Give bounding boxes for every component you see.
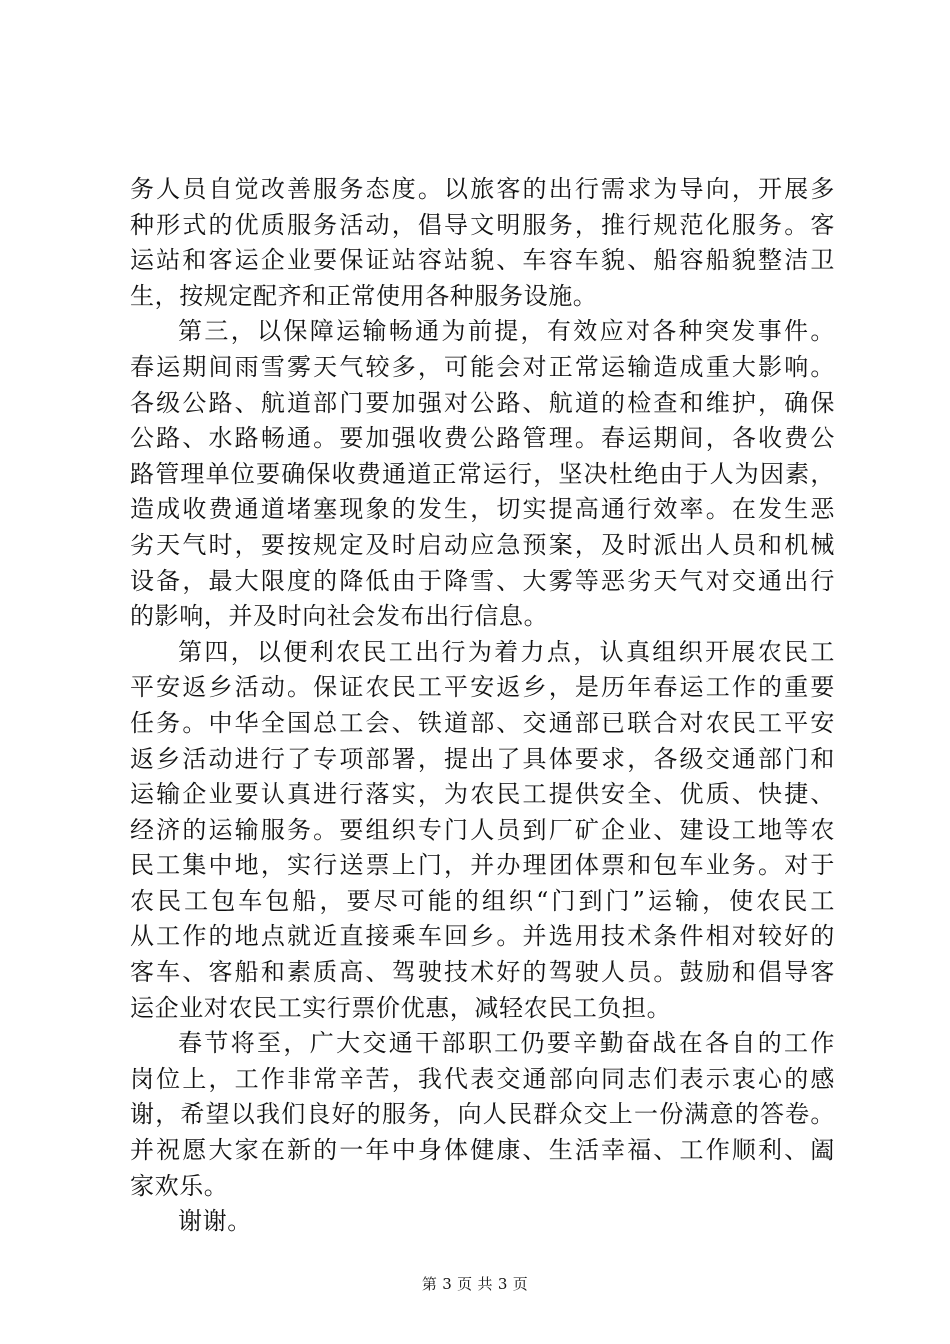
text-line: 返乡活动进行了专项部署，提出了具体要求，各级交通部门和 (130, 744, 835, 773)
text-line: 民工集中地，实行送票上门，并办理团体票和包车业务。对于 (130, 851, 835, 880)
text-line: 运企业对农民工实行票价优惠，减轻农民工负担。 (130, 993, 672, 1022)
text-line: 客车、客船和素质高、驾驶技术好的驾驶人员。鼓励和倡导客 (130, 958, 835, 987)
text-line: 岗位上，工作非常辛苦，我代表交通部向同志们表示衷心的感 (130, 1064, 835, 1093)
text-line: 经济的运输服务。要组织专门人员到厂矿企业、建设工地等农 (130, 815, 835, 844)
text-line: 运输企业要认真进行落实，为农民工提供安全、优质、快捷、 (130, 780, 835, 809)
text-line: 设备，最大限度的降低由于降雪、大雾等恶劣天气对交通出行 (130, 566, 835, 595)
closing-line: 谢谢。 (178, 1207, 252, 1236)
text-line: 路管理单位要确保收费通道正常运行，坚决杜绝由于人为因素， (130, 459, 835, 488)
text-line: 各级公路、航道部门要加强对公路、航道的检查和维护，确保 (130, 388, 835, 417)
text-line: 运站和客运企业要保证站容站貌、车容车貌、船容船貌整洁卫 (130, 246, 835, 275)
text-line: 的影响，并及时向社会发布出行信息。 (130, 602, 549, 631)
text-line: 任务。中华全国总工会、铁道部、交通部已联合对农民工平安 (130, 708, 835, 737)
text-line: 春运期间雨雪雾天气较多，可能会对正常运输造成重大影响。 (130, 352, 835, 381)
text-line: 从工作的地点就近直接乘车回乡。并选用技术条件相对较好的 (130, 922, 835, 951)
text-line: 造成收费通道堵塞现象的发生，切实提高通行效率。在发生恶 (130, 495, 835, 524)
document-body (130, 172, 835, 1240)
text-line: 谢，希望以我们良好的服务，向人民群众交上一份满意的答卷。 (130, 1100, 835, 1129)
page-number-footer: 第 3 页 共 3 页 (421, 1275, 529, 1293)
paragraph-start-line: 第三，以保障运输畅通为前提，有效应对各种突发事件。 (178, 317, 835, 346)
text-line: 生，按规定配齐和正常使用各种服务设施。 (130, 281, 598, 310)
text-line: 家欢乐。 (130, 1171, 229, 1200)
text-line: 并祝愿大家在新的一年中身体健康、生活幸福、工作顺利、阖 (130, 1136, 835, 1165)
text-line: 农民工包车包船，要尽可能的组织“门到门”运输，使农民工 (130, 886, 835, 915)
text-line: 平安返乡活动。保证农民工平安返乡，是历年春运工作的重要 (130, 673, 835, 702)
paragraph-start-line: 春节将至，广大交通干部职工仍要辛勤奋战在各自的工作 (178, 1029, 835, 1058)
paragraph-start-line: 第四，以便利农民工出行为着力点，认真组织开展农民工 (178, 637, 835, 666)
text-line: 公路、水路畅通。要加强收费公路管理。春运期间，各收费公 (130, 424, 835, 453)
text-line: 种形式的优质服务活动，倡导文明服务，推行规范化服务。客 (130, 210, 835, 239)
text-line: 劣天气时，要按规定及时启动应急预案，及时派出人员和机械 (130, 530, 835, 559)
text-line: 务人员自觉改善服务态度。以旅客的出行需求为导向，开展多 (130, 175, 835, 203)
